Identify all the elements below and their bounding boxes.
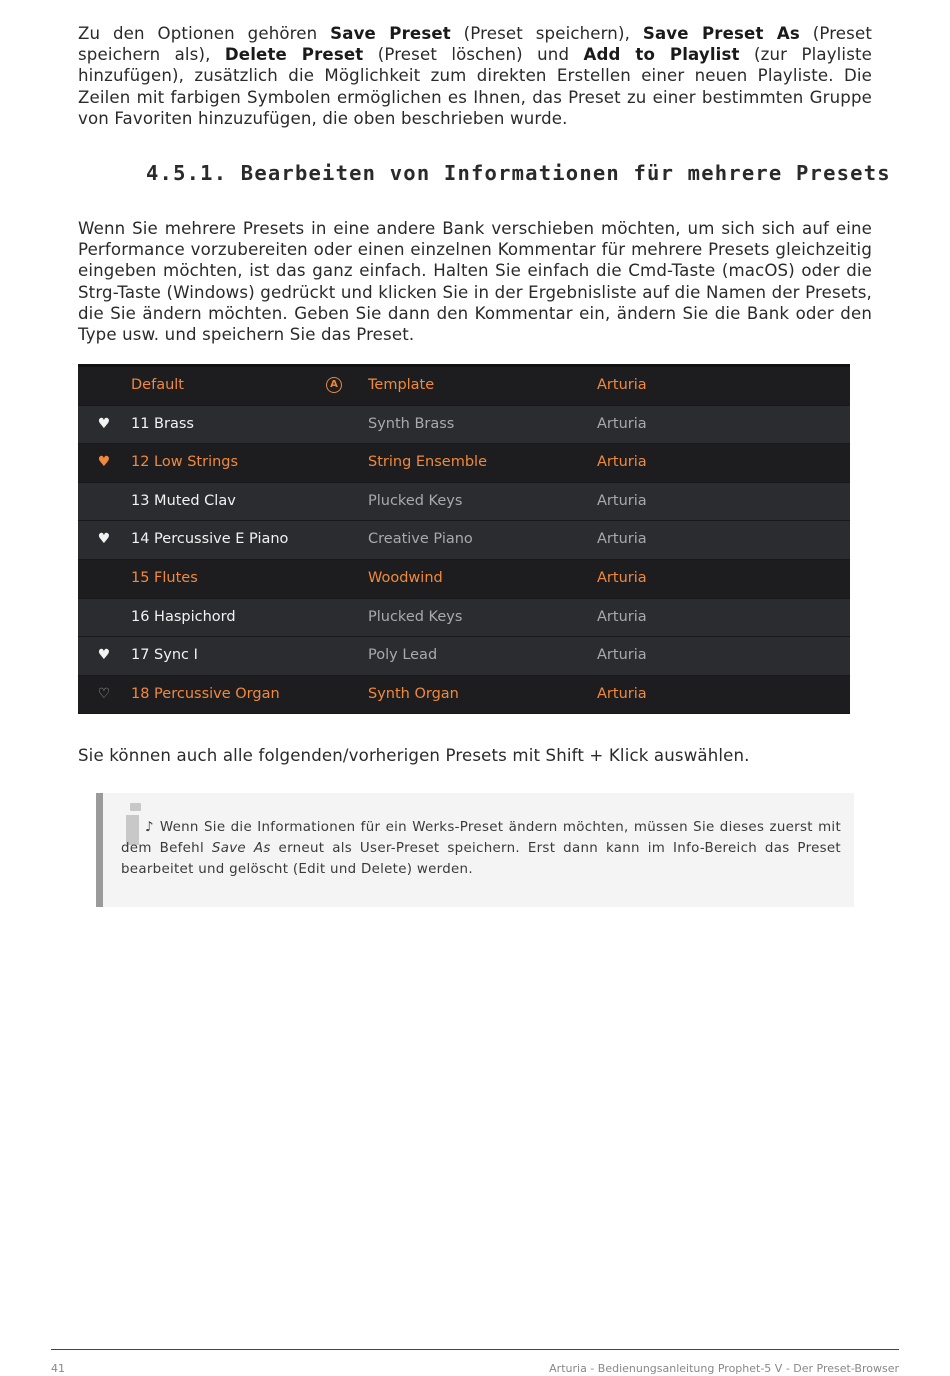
preset-type: Synth Organ: [368, 685, 459, 702]
preset-name: 15 Flutes: [131, 569, 198, 586]
header-type[interactable]: Template: [368, 377, 435, 393]
preset-type: Plucked Keys: [368, 492, 463, 509]
preset-type: Woodwind: [368, 569, 443, 586]
preset-row[interactable]: [78, 637, 850, 676]
preset-type: String Ensemble: [368, 454, 487, 471]
preset-row[interactable]: [78, 599, 850, 638]
preset-row[interactable]: [78, 406, 850, 445]
preset-name: 18 Percussive Organ: [131, 685, 280, 702]
heart-icon[interactable]: ♥: [97, 531, 111, 548]
preset-name: 11 Brass: [131, 415, 194, 432]
preset-type: Plucked Keys: [368, 608, 463, 625]
preset-name: 14 Percussive E Piano: [131, 531, 289, 548]
add-to-playlist-term: Add to Playlist: [583, 45, 740, 65]
arturia-logo-icon: A: [326, 377, 342, 393]
preset-bank: Arturia: [597, 569, 647, 586]
preset-bank: Arturia: [597, 531, 647, 548]
preset-bank: Arturia: [597, 685, 647, 702]
preset-bank: Arturia: [597, 454, 647, 471]
preset-type: Poly Lead: [368, 647, 438, 664]
heart-icon[interactable]: ♥: [97, 454, 111, 471]
preset-row-selected[interactable]: [78, 560, 850, 599]
footer-divider: [51, 1349, 899, 1350]
preset-list-header[interactable]: [78, 367, 850, 406]
intro-paragraph: Zu den Optionen gehören Save Preset (Preset speichern), Save Preset As (Preset speichern als), Delete Preset (Preset löschen) und Add to Playlist (zur Playliste hinzufügen), zusätzlich die Möglichkeit zum direkten Erstellen einer neuen Playliste. Die Zeilen mit farbigen Symbolen ermöglichen es Ihnen, das Preset zu einer bestimmten Gruppe von Favoriten hinzuzufügen, die oben beschrieben wurde.: [78, 24, 873, 128]
preset-name: 13 Muted Clav: [131, 492, 236, 509]
preset-type: Creative Piano: [368, 531, 473, 548]
preset-row-selected[interactable]: [78, 444, 850, 483]
heart-outline-icon[interactable]: ♡: [97, 685, 111, 702]
preset-bank: Arturia: [597, 415, 647, 432]
preset-result-list: [78, 364, 850, 712]
preset-row[interactable]: [78, 521, 850, 560]
preset-row-selected[interactable]: [78, 676, 850, 715]
preset-name: 12 Low Strings: [131, 454, 239, 471]
footer-title: Arturia - Bedienungsanleitung Prophet-5 V - Der Preset-Browser: [549, 1362, 899, 1375]
header-name[interactable]: Default: [131, 377, 184, 393]
preset-bank: Arturia: [597, 492, 647, 509]
save-as-term: Save As: [211, 841, 271, 856]
preset-name: 16 Haspichord: [131, 608, 236, 625]
shift-click-paragraph: Sie können auch alle folgenden/vorherigen Presets mit Shift + Klick auswählen.: [78, 746, 750, 765]
info-note-text: ♪ Wenn Sie die Informationen für ein Werks-Preset ändern möchten, müssen Sie dieses zuerst mit dem Befehl Save As erneut als User-Preset speichern. Erst dann kann im Info-Bereich das Preset bearbeitet und gelöscht (Edit und Delete) werden.: [121, 820, 841, 877]
heart-icon[interactable]: ♥: [97, 415, 111, 432]
page-number: 41: [51, 1362, 65, 1375]
save-preset-as-term: Save Preset As: [642, 24, 800, 43]
preset-bank: Arturia: [597, 647, 647, 664]
preset-type: Synth Brass: [368, 415, 455, 432]
section-heading: 4.5.1. Bearbeiten von Informationen für mehrere Presets: [146, 161, 891, 185]
preset-name: 17 Sync I: [131, 647, 198, 664]
info-note-box: [96, 793, 854, 907]
delete-preset-term: Delete Preset: [224, 45, 364, 65]
header-bank[interactable]: Arturia: [597, 377, 647, 393]
save-preset-term: Save Preset: [330, 24, 451, 43]
heart-icon[interactable]: ♥: [97, 647, 111, 664]
preset-bank: Arturia: [597, 608, 647, 625]
multi-edit-paragraph: Wenn Sie mehrere Presets in eine andere Bank verschieben möchten, um sich sich auf eine Performance vorzubereiten oder einen einzelnen Kommentar für mehrere Presets gleichzeitig eingeben möchten, ist das ganz einfach. Halten Sie einfach die Cmd-Taste (macOS) oder die Strg-Taste (Windows) gedrückt und klicken Sie in der Ergebnisliste auf die Namen der Presets, die Sie ändern möchten. Geben Sie dann den Kommentar ein, ändern Sie die Bank oder den Type usw. und speichern Sie das Preset.: [78, 219, 872, 345]
preset-row[interactable]: [78, 483, 850, 522]
